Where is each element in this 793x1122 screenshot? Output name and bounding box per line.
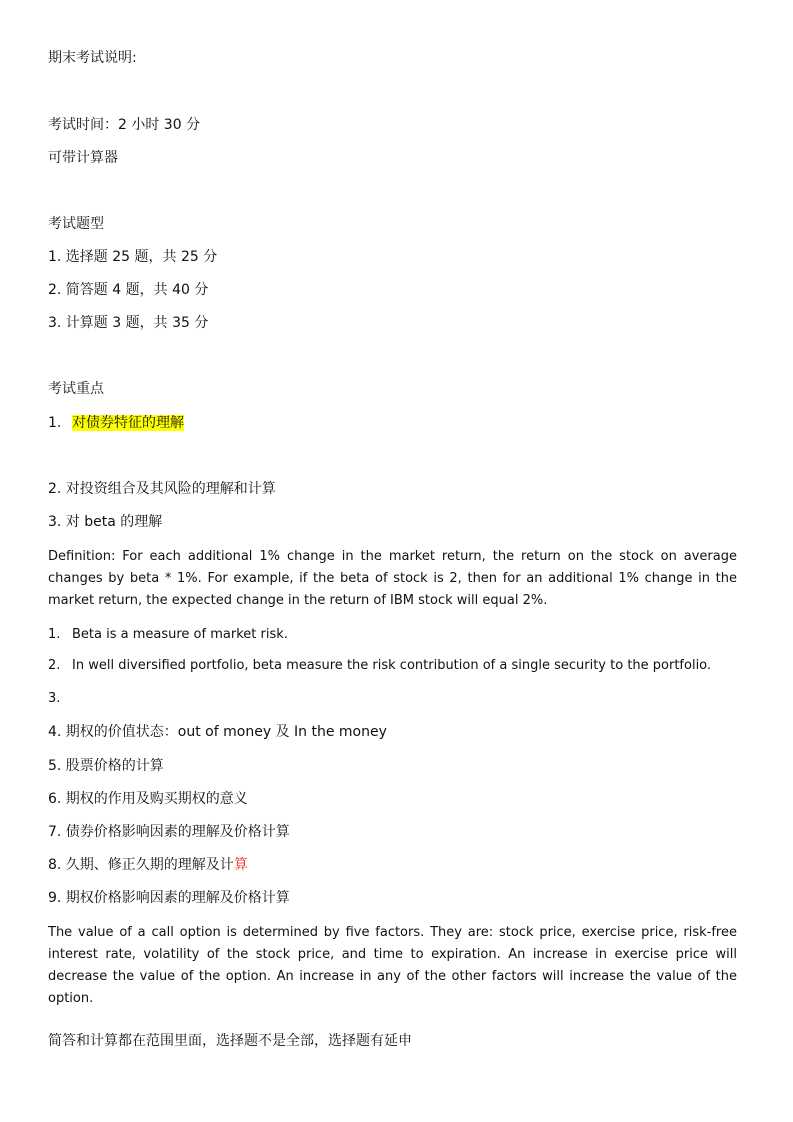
closing-note: 简答和计算都在范围里面，选择题不是全部，选择题有延申 [48, 1033, 412, 1049]
focus-item-2: 2. 对投资组合及其风险的理解和计算 [48, 481, 276, 497]
focus-heading: 考试重点 [48, 381, 104, 397]
calculator-note: 可带计算器 [48, 150, 118, 166]
focus-item-9: 9. 期权价格影响因素的理解及价格计算 [48, 890, 290, 906]
highlighted-text: 对债券特征的理解 [72, 415, 184, 431]
focus-item-7: 7. 债券价格影响因素的理解及价格计算 [48, 824, 290, 840]
types-heading: 考试题型 [48, 216, 104, 232]
call-option-paragraph: The value of a call option is determined by five factors. They are: stock price, exercise price, risk-free interest rate, volatility of the stock price, and time to expiration. An increase in exercise price will decrease the value of the option. An increase in any of the other factors will increase the value of the option. [48, 925, 737, 1006]
document-title: 期末考试说明: [48, 50, 137, 66]
focus-item-5: 5. 股票价格的计算 [48, 758, 164, 774]
red-text: 算 [233, 857, 248, 873]
type-item: 1. 选择题 25 题，共 25 分 [48, 249, 218, 265]
focus-item-4: 4. 期权的价值状态：out of money 及 In the money [48, 724, 387, 740]
beta-point-number: 1. [48, 627, 61, 642]
beta-point [48, 625, 288, 645]
beta-point-number: 3. [48, 691, 61, 706]
focus-item-6: 6. 期权的作用及购买期权的意义 [48, 791, 248, 807]
beta-point [48, 689, 72, 709]
beta-point-number: 2. [48, 658, 61, 673]
beta-point-text: In well diversified portfolio, beta measure the risk contribution of a single security to the portfolio. [72, 658, 712, 673]
type-item: 2. 简答题 4 题，共 40 分 [48, 282, 209, 298]
beta-point [48, 656, 711, 676]
focus-item-1-number: 1. [48, 415, 62, 431]
exam-time: 考试时间：2 小时 30 分 [48, 117, 201, 133]
focus-item-3: 3. 对 beta 的理解 [48, 514, 163, 530]
beta-point-text: Beta is a measure of market risk. [72, 627, 288, 642]
focus-item-8 [48, 855, 248, 875]
focus-item-8-text: 8. 久期、修正久期的理解及计 [48, 857, 234, 873]
type-item: 3. 计算题 3 题，共 35 分 [48, 315, 209, 331]
focus-item-1 [48, 413, 184, 433]
beta-definition: Definition: For each additional 1% change in the market return, the return on the stock on average changes by beta * 1%. For example, if the beta of stock is 2, then for an additional 1% change in the market return, the expected change in the return of IBM stock will equal 2%. [48, 549, 737, 608]
